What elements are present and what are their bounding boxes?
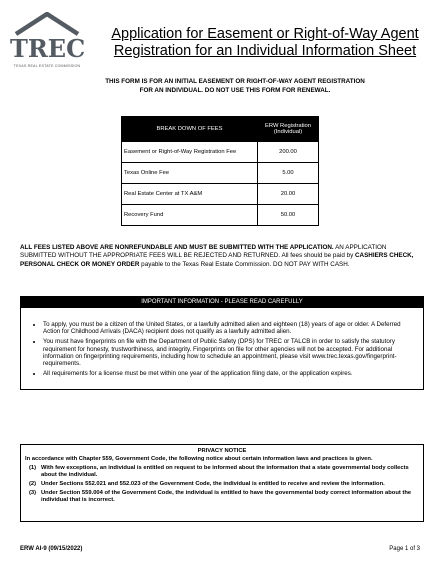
logo-wordmark: TREC	[10, 34, 86, 63]
fees-notice	[20, 244, 422, 269]
important-info-list	[21, 308, 423, 377]
page-title	[100, 26, 430, 60]
fee-label: Recovery Fund	[122, 205, 258, 226]
page-number: Page 1 of 3	[389, 546, 420, 552]
item-text: Under Section 559.004 of the Government Code, the individual is entitled to have the governmental body correct information about the individual that is incorrect.	[41, 490, 412, 503]
fees-notice-bold-2: CASHIERS CHECK, PERSONAL CHECK OR MONEY ORDER	[20, 252, 414, 268]
list-item: • To apply, you must be a citizen of the United States, or a lawfully admitted alien and eighteen (18) years of age or older. A Deferred Action for Childhood Arrivals (DACA) recipient does not qualify as a lawfully admitted alien.	[43, 321, 415, 335]
list-item: • You must have fingerprints on file with the Department of Public Safety (DPS) for TREC or TALCB in order to satisfy the statutory requirement for honesty, trustworthiness, and integrity. Fingerprints on file for other agencies will not be accepted. For additional information on fingerprinting requirements, including how to schedule an appointment, please visit www.trec.texas.gov/fingerprint-requirements.	[43, 338, 415, 367]
item-number: (1)	[29, 465, 37, 471]
form-usage-notice	[80, 77, 390, 95]
fee-amount: 20.00	[258, 184, 319, 205]
important-info-box	[20, 296, 424, 390]
list-item: • All requirements for a license must be met within one year of the application filing date, or the application expires.	[43, 370, 415, 377]
item-text: With few exceptions, an individual is entitled on request to be informed about the information that a state governmental body collects about the individual.	[41, 465, 409, 478]
logo-subtext: TEXAS REAL ESTATE COMMISSION	[13, 64, 81, 68]
house-roof-icon	[14, 12, 80, 36]
erw-registration-header	[258, 117, 319, 142]
table-row	[122, 184, 319, 205]
title-line-2: Registration for an Individual Information Sheet	[113, 43, 417, 59]
fees-notice-text-2: payable to the Texas Real Estate Commission. DO NOT PAY WITH CASH.	[139, 260, 350, 268]
notice-line-2: FOR AN INDIVIDUAL. DO NOT USE THIS FORM FOR RENEWAL.	[139, 87, 331, 94]
privacy-notice-title: PRIVACY NOTICE	[197, 448, 247, 454]
fees-notice-text-1: AN APPLICATION SUBMITTED WITHOUT THE APPROPRIATE FEES WILL BE REJECTED AND RETURNED. All fees should be paid by	[20, 244, 387, 260]
fee-amount: 50.00	[258, 205, 319, 226]
table-row	[122, 205, 319, 226]
list-item	[21, 481, 423, 488]
item-number: (2)	[29, 481, 37, 487]
privacy-notice-intro: In accordance with Chapter 559, Government Code, the following notice about certain information laws and practices is given.	[25, 456, 373, 462]
fee-table-header	[122, 117, 319, 142]
notice-line-1: THIS FORM IS FOR AN INITIAL EASEMENT OR RIGHT-OF-WAY AGENT REGISTRATION	[105, 78, 365, 85]
table-row	[122, 142, 319, 163]
trec-logo	[10, 12, 84, 72]
title-line-1: Application for Easement or Right-of-Way Agent	[111, 26, 419, 42]
header-line-1: ERW Registration	[265, 123, 311, 129]
fee-label: Texas Online Fee	[122, 163, 258, 184]
fee-label: Real Estate Center at TX A&M	[122, 184, 258, 205]
fee-table	[121, 116, 319, 226]
fee-label: Easement or Right-of-Way Registration Fee	[122, 142, 258, 163]
privacy-notice-box	[20, 444, 424, 522]
list-item	[21, 490, 423, 504]
fee-breakdown-header: BREAK DOWN OF FEES	[122, 117, 258, 142]
fee-amount: 200.00	[258, 142, 319, 163]
header-line-2: (Individual)	[273, 129, 303, 135]
fees-notice-bold-1: ALL FEES LISTED ABOVE ARE NONREFUNDABLE AND MUST BE SUBMITTED WITH THE APPLICATION.	[20, 244, 334, 251]
item-text: Under Sections 552.021 and 552.023 of the Government Code, the individual is entitled to receive and review the information.	[41, 481, 385, 487]
table-row	[122, 163, 319, 184]
item-number: (3)	[29, 490, 37, 496]
important-info-heading: IMPORTANT INFORMATION - PLEASE READ CAREFULLY	[21, 297, 423, 308]
fee-amount: 5.00	[258, 163, 319, 184]
list-item	[21, 465, 423, 479]
form-id: ERW AI-9 (09/15/2022)	[20, 546, 83, 552]
